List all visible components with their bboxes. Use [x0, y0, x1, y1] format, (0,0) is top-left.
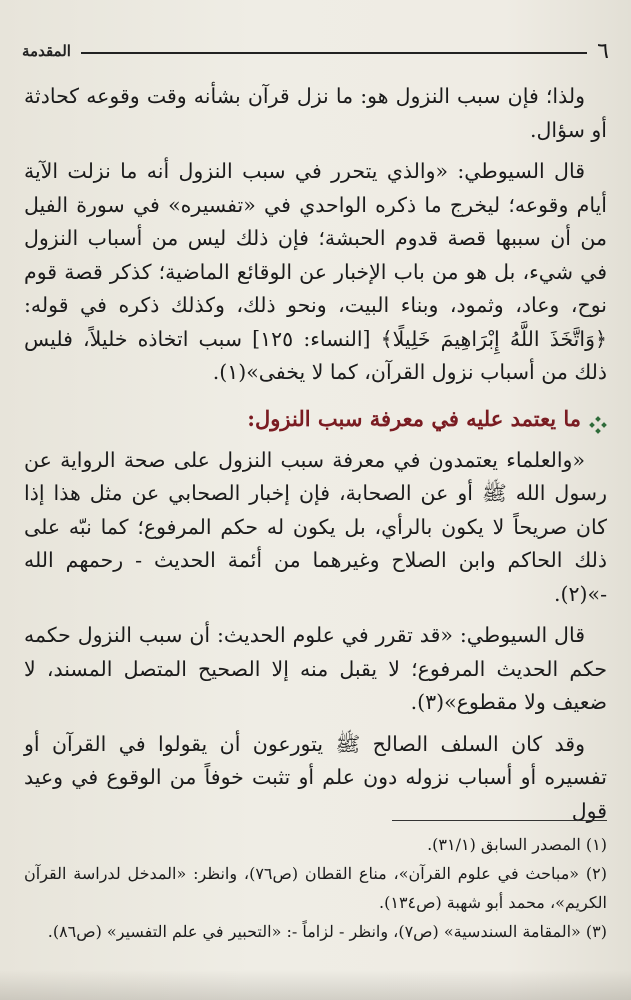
main-text — [24, 80, 607, 828]
running-title: المقدمة — [22, 42, 71, 60]
paragraph-gap — [24, 147, 607, 155]
footnote-1: (١) المصدر السابق (٣١/١). — [427, 835, 607, 854]
paragraph-gap — [24, 611, 607, 619]
paragraph-suyuti-hadith: قال السيوطي: «قد تقرر في علوم الحديث: أن سبب النزول حكمه حكم الحديث المرفوع؛ لا يقبل منه إلا الصحيح المتصل المسند، لا ضعيف ولا مقطوع»(٣). — [24, 623, 607, 714]
footnote-2: (٢) «مباحث في علوم القرآن»، مناع القطان (ص٧٦)، وانظر: «المدخل لدراسة القرآن الكريم»، محمد أبو شهبة (ص١٣٤). — [24, 864, 607, 912]
heading-gap — [24, 436, 607, 444]
paragraph-salaf: وقد كان السلف الصالح ﷺ يتورعون أن يقولوا في القرآن أو تفسيره أو أسباب نزوله دون علم أو تثبت خوفاً من الوقوع في وعيد قول — [24, 731, 607, 823]
page-number: ٦ — [597, 38, 609, 64]
section-gap — [24, 390, 607, 402]
section-heading-text: ما يعتمد عليه في معرفة سبب النزول: — [247, 405, 581, 431]
footnote-rule — [392, 820, 607, 821]
page-bottom-shadow — [0, 970, 631, 1000]
section-heading — [24, 402, 607, 436]
paragraph-scholars: «والعلماء يعتمدون في معرفة سبب النزول على صحة الرواية عن رسول الله ﷺ أو عن الصحابة، فإن إخبار الصحابي عن مثل هذا إذا كان صريحاً لا يكون بالرأي، بل يكون له حكم المرفوع؛ كما نبّه على ذلك الحاكم وابن الصلاح وغيرهما من أئمة الحديث - رحمهم الله -»(٢). — [24, 447, 607, 606]
footnote-3: (٣) «المقامة السندسية» (ص٧)، وانظر - لزاماً -: «التحبير في علم التفسير» (ص٨٦). — [47, 922, 607, 941]
paragraph-suyuti-quote: قال السيوطي: «والذي يتحرر في سبب النزول أنه ما نزلت الآية أيام وقوعه؛ ليخرج ما ذكره الواحدي في «تفسيره» في سورة الفيل من أن سببها قصة قدوم الحبشة؛ فإن ذلك ليس من أسباب النزول في شيء، بل هو من باب الإخبار عن الوقائع الماضية؛ كذكر قصة قوم نوح، وعاد، وثمود، وبناء البيت، ونحو ذلك، وكذلك ذكره في قوله: ﴿وَاتَّخَذَ اللَّهُ إِبْرَاهِيمَ خَلِيلًا﴾ [النساء: ١٢٥] سبب اتخاذه خليلاً، فليس ذلك من أسباب نزول القرآن، كما لا يخفى»(١). — [24, 159, 607, 384]
page-header — [22, 36, 609, 66]
paragraph-definition: ولذا؛ فإن سبب النزول هو: ما نزل قرآن بشأنه وقت وقوعه كحادثة أو سؤال. — [24, 84, 607, 142]
paragraph-gap — [24, 720, 607, 728]
ornament-diamond-icon — [589, 410, 607, 428]
header-rule — [81, 52, 587, 54]
footnotes — [24, 830, 607, 946]
